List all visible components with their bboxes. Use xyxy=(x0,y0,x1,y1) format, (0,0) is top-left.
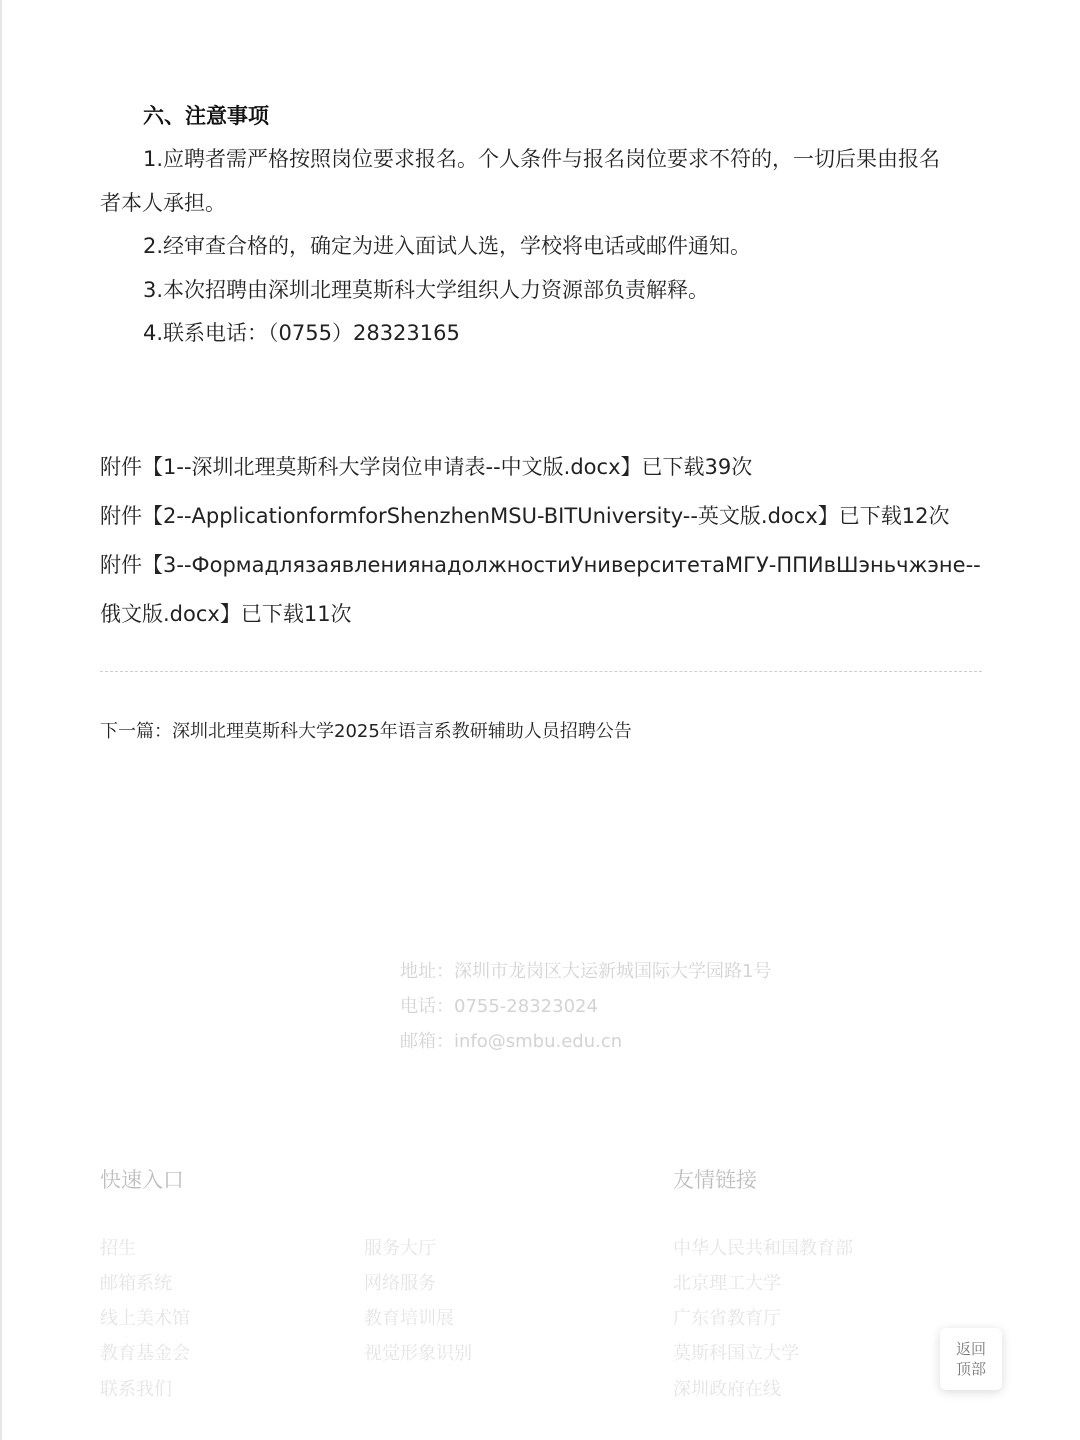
attachment-2 xyxy=(100,501,949,531)
quick-link-education-foundation[interactable]: 教育基金会 xyxy=(100,1343,190,1364)
attachment-3-link[interactable]: 【3--ФормадлязаявлениянадолжностиУниверситетаМГУ-ППИвШэньчжэне-- xyxy=(142,553,981,577)
back-to-top-button[interactable] xyxy=(940,1328,1002,1390)
back-to-top-line-2: 顶部 xyxy=(955,1360,986,1378)
dashed-divider xyxy=(100,671,982,672)
quick-link-mail-system[interactable]: 邮箱系统 xyxy=(100,1273,172,1294)
quick-link-service-hall[interactable]: 服务大厅 xyxy=(364,1238,436,1259)
attachment-3-line-1 xyxy=(100,550,981,580)
attachment-prefix: 附件 xyxy=(100,455,142,479)
contact-phone: 电话：0755-28323024 xyxy=(400,996,598,1017)
attachment-2-downloads: 已下载12次 xyxy=(838,504,950,528)
friend-link-shenzhen-gov[interactable]: 深圳政府在线 xyxy=(673,1379,781,1400)
notice-item-1-line-2: 者本人承担。 xyxy=(100,191,226,215)
notice-item-3: 3.本次招聘由深圳北理莫斯科大学组织人力资源部负责解释。 xyxy=(143,278,710,302)
notice-item-2: 2.经审查合格的，确定为进入面试人选，学校将电话或邮件通知。 xyxy=(143,234,752,258)
quick-link-online-gallery[interactable]: 线上美术馆 xyxy=(100,1308,190,1329)
friend-link-bit[interactable]: 北京理工大学 xyxy=(673,1273,781,1294)
attachment-1-link[interactable]: 【1--深圳北理莫斯科大学岗位申请表--中文版.docx】 xyxy=(142,455,642,479)
attachment-3-line-2 xyxy=(100,599,352,629)
quick-link-education-expo[interactable]: 教育培训展 xyxy=(364,1308,454,1329)
next-article-link[interactable]: 深圳北理莫斯科大学2025年语言系教研辅助人员招聘公告 xyxy=(172,721,632,742)
next-article xyxy=(100,717,632,743)
quick-link-admissions[interactable]: 招生 xyxy=(100,1238,136,1259)
friend-links-heading: 友情链接 xyxy=(673,1168,757,1192)
notice-item-1-line-1: 1.应聘者需严格按照岗位要求报名。个人条件与报名岗位要求不符的，一切后果由报名 xyxy=(143,147,941,171)
quick-link-network-service[interactable]: 网络服务 xyxy=(364,1273,436,1294)
quick-link-contact-us[interactable]: 联系我们 xyxy=(100,1379,172,1400)
notice-item-4: 4.联系电话：（0755）28323165 xyxy=(143,321,460,345)
contact-email: 邮箱：info@smbu.edu.cn xyxy=(400,1031,623,1052)
attachment-prefix: 附件 xyxy=(100,504,142,528)
friend-link-ministry-of-education[interactable]: 中华人民共和国教育部 xyxy=(673,1238,853,1259)
friend-link-guangdong-education[interactable]: 广东省教育厅 xyxy=(673,1308,781,1329)
notice-heading: 六、注意事项 xyxy=(143,104,269,128)
friend-link-msu[interactable]: 莫斯科国立大学 xyxy=(673,1343,799,1364)
back-to-top-line-1: 返回 xyxy=(955,1340,986,1358)
next-article-label: 下一篇： xyxy=(100,721,172,742)
attachment-1 xyxy=(100,452,752,482)
attachment-2-link[interactable]: 【2--ApplicationformforShenzhenMSU-BITUniversity--英文版.docx】 xyxy=(142,504,839,528)
attachment-prefix: 附件 xyxy=(100,553,142,577)
page-edge xyxy=(0,0,2,1440)
contact-address: 地址：深圳市龙岗区大运新城国际大学园路1号 xyxy=(400,961,772,982)
attachment-3-link-cont[interactable]: 俄文版.docx】 xyxy=(100,602,241,626)
quick-links-heading: 快速入口 xyxy=(100,1168,184,1192)
quick-link-visual-identity[interactable]: 视觉形象识别 xyxy=(364,1343,472,1364)
attachment-1-downloads: 已下载39次 xyxy=(641,455,753,479)
attachment-3-downloads: 已下载11次 xyxy=(240,602,352,626)
